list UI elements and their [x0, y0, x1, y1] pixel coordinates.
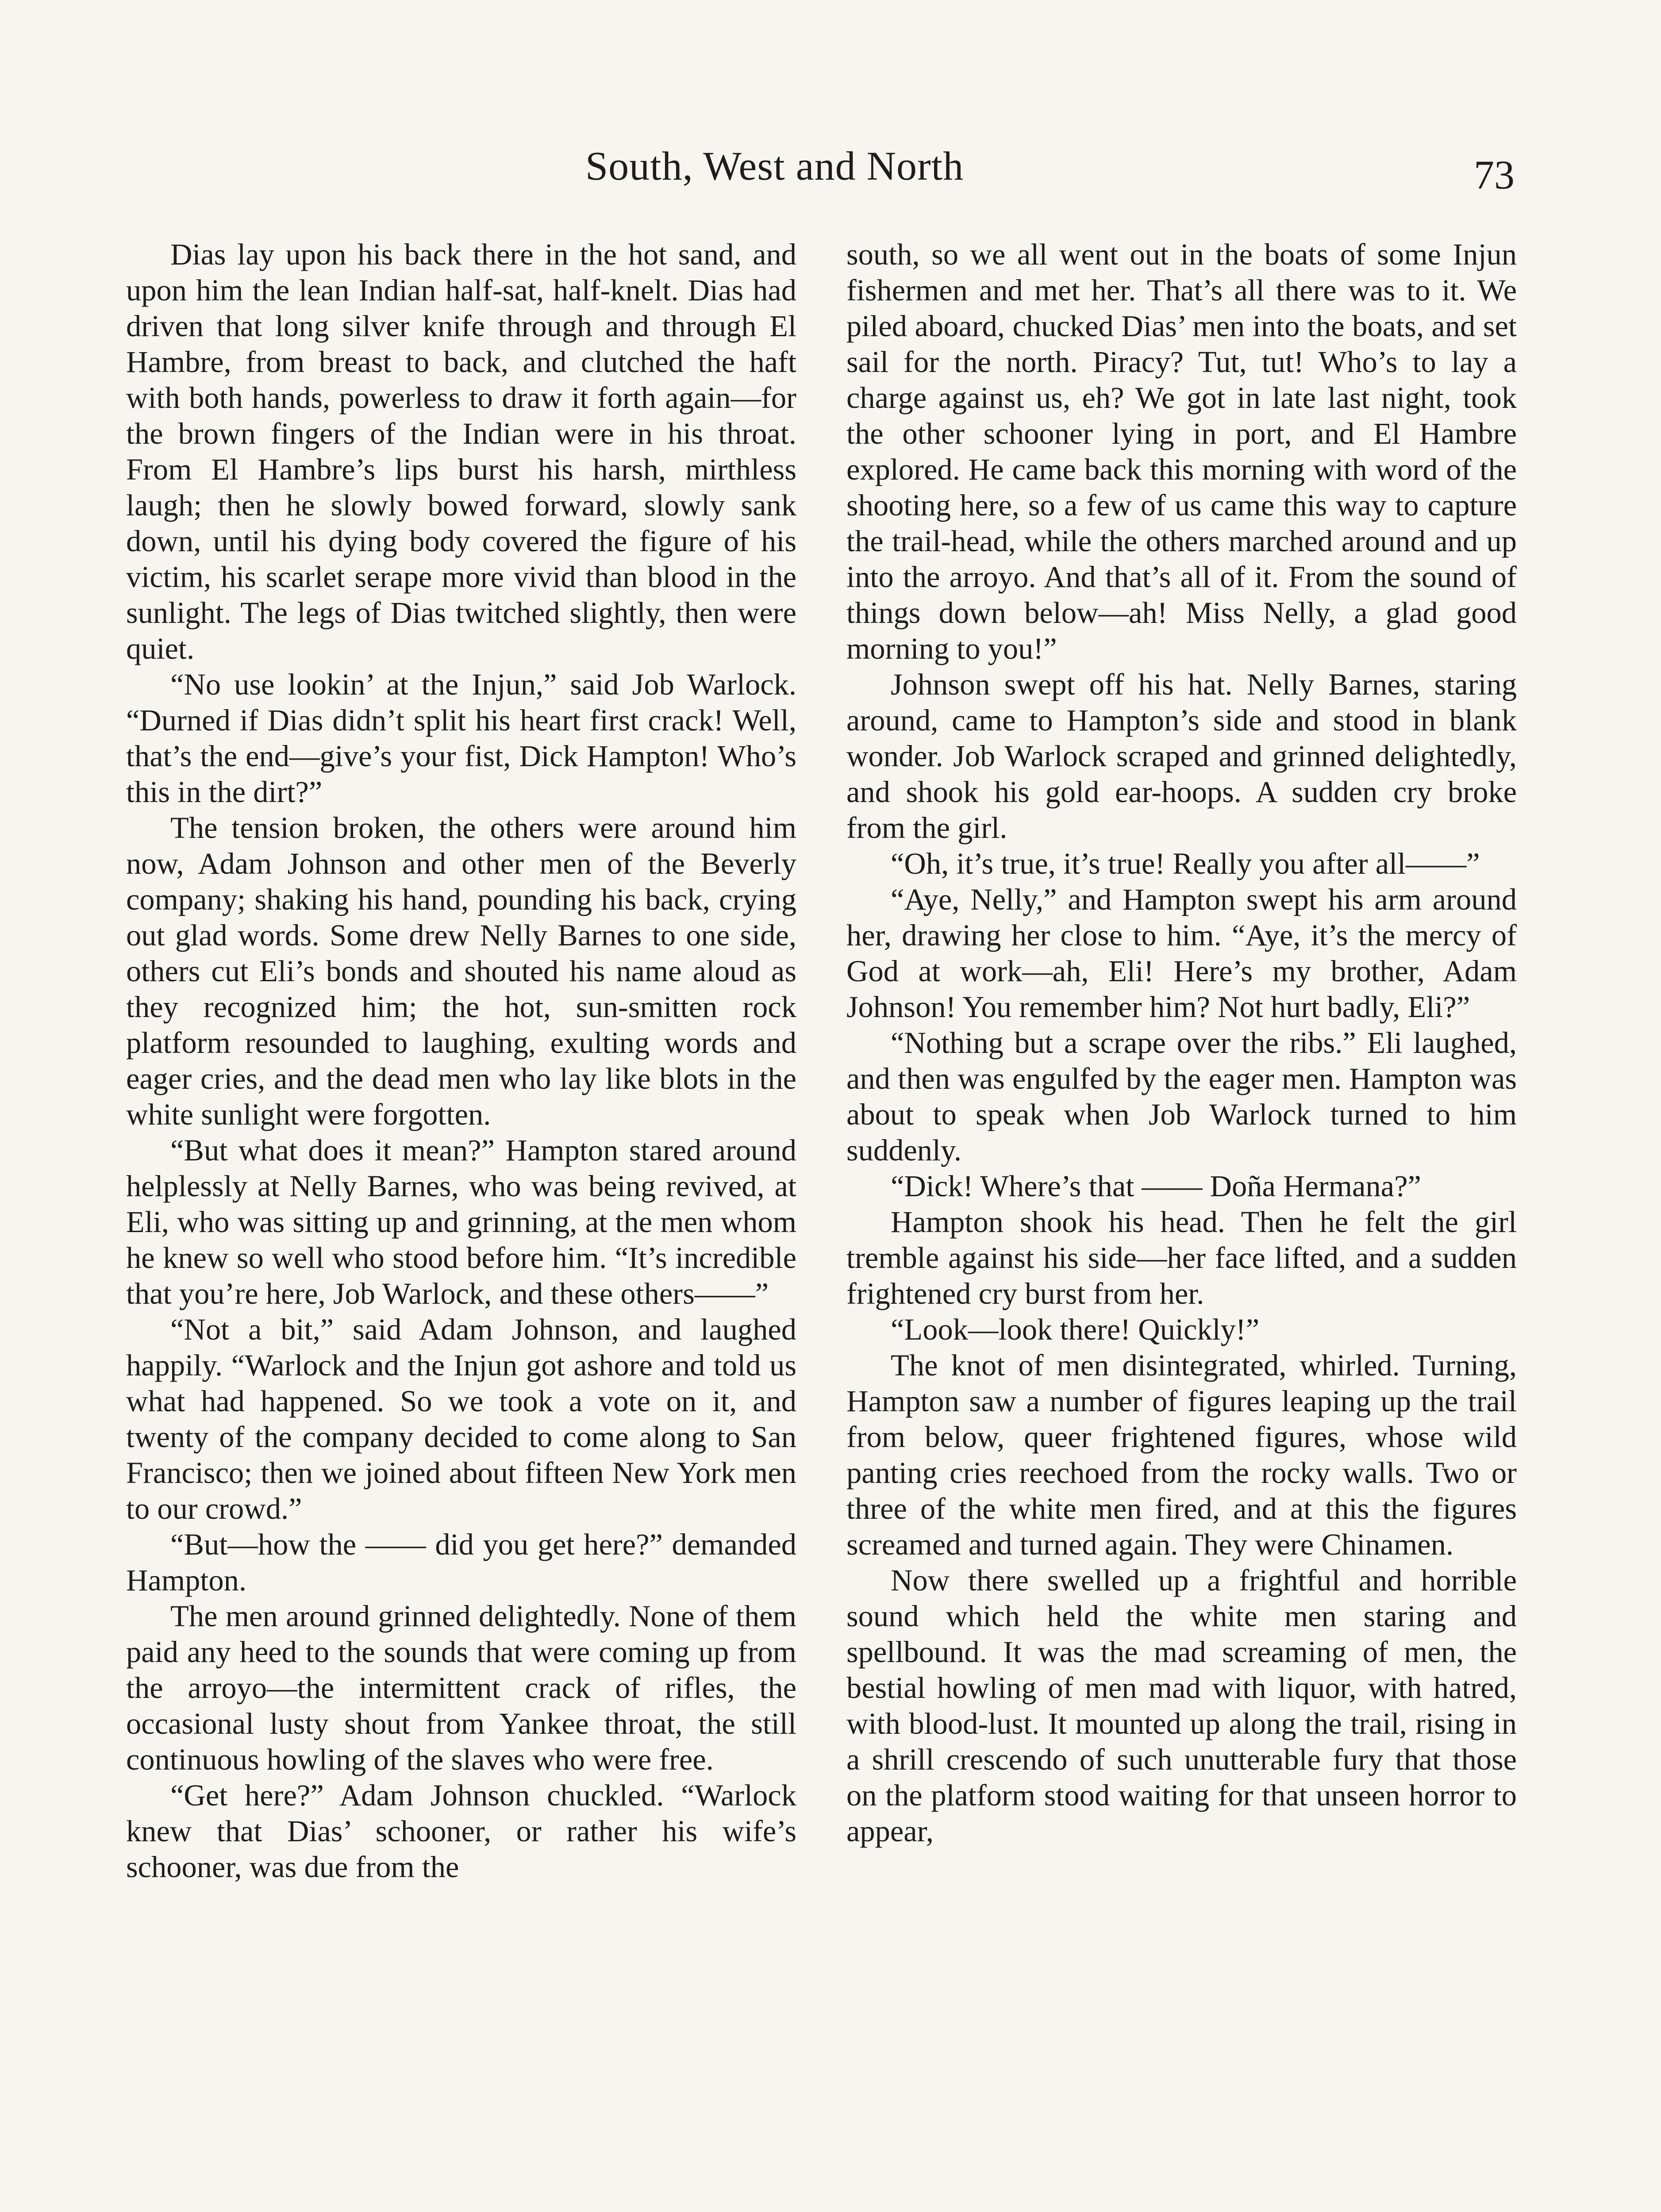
paragraph: “Nothing but a scrape over the ribs.” Eli laughed, and then was engulfed by the eager men. Hampton was about to speak when Job Warlock turned to him suddenly. — [846, 1026, 1517, 1167]
paragraph: Johnson swept off his hat. Nelly Barnes, staring around, came to Hampton’s side and stood in blank wonder. Job Warlock scraped and grinned delightedly, and shook his gold ear-hoops. A sudden cry broke from the girl. — [846, 668, 1517, 845]
paragraph: “Look—look there! Quickly!” — [891, 1313, 1260, 1346]
right-column — [846, 237, 1517, 1849]
paragraph: “Oh, it’s true, it’s true! Really you after all——” — [891, 847, 1480, 880]
left-column — [126, 237, 796, 1885]
paragraph: “No use lookin’ at the Injun,” said Job Warlock. “Durned if Dias didn’t split his heart first crack! Well, that’s the end—give’s your fist, Dick Hampton! Who’s this in the dirt?” — [126, 668, 796, 809]
running-title: South, West and North — [585, 143, 964, 188]
paragraph: Now there swelled up a frightful and horrible sound which held the white men staring and spellbound. It was the mad screaming of men, the bestial howling of men mad with liquor, with hatred, with blood-lust. It mounted up along the trail, rising in a shrill crescendo of such unutterable fury that those on the platform stood waiting for that unseen horror to appear, — [846, 1563, 1517, 1848]
paragraph: “Aye, Nelly,” and Hampton swept his arm around her, drawing her close to him. “Aye, it’s the mercy of God at work—ah, Eli! Here’s my brother, Adam Johnson! You remember him? Not hurt badly, Eli?” — [846, 883, 1517, 1024]
paragraph: “Not a bit,” said Adam Johnson, and laughed happily. “Warlock and the Injun got ashore and told us what had happened. So we took a vote on it, and twenty of the company decided to come along to San Francisco; then we joined about fifteen New York men to our crowd.” — [126, 1313, 796, 1525]
paragraph: “But what does it mean?” Hampton stared around helplessly at Nelly Barnes, who was being revived, at Eli, who was sitting up and grinning, at the men whom he knew so well who stood before him. “It’s incredible that you’re here, Job Warlock, and these others——” — [126, 1133, 796, 1310]
paragraph: The tension broken, the others were around him now, Adam Johnson and other men of the Beverly company; shaking his hand, pounding his back, crying out glad words. Some drew Nelly Barnes to one side, others cut Eli’s bonds and shouted his name aloud as they recognized him; the hot, sun-smitten rock platform resounded to laughing, exulting words and eager cries, and the dead men who lay like blots in the white sunlight were forgotten. — [126, 811, 796, 1131]
page-number: 73 — [1474, 152, 1515, 197]
paragraph: Dias lay upon his back there in the hot sand, and upon him the lean Indian half-sat, half-knelt. Dias had driven that long silver knife through and through El Hambre, from breast to back, and clutched the haft with both hands, powerless to draw it forth again—for the brown fingers of the Indian were in his throat. From El Hambre’s lips burst his harsh, mirthless laugh; then he slowly bowed forward, slowly sank down, until his dying body covered the figure of his victim, his scarlet serape more vivid than blood in the sunlight. The legs of Dias twitched slightly, then were quiet. — [126, 238, 796, 665]
paragraph: “Get here?” Adam Johnson chuckled. “Warlock knew that Dias’ schooner, or rather his wife’s schooner, was due from the — [126, 1778, 796, 1884]
paragraph: Hampton shook his head. Then he felt the girl tremble against his side—her face lifted, and a sudden frightened cry burst from her. — [846, 1205, 1517, 1310]
paragraph: The knot of men disintegrated, whirled. Turning, Hampton saw a number of figures leaping up the trail from below, queer frightened figures, whose wild panting cries reechoed from the rocky walls. Two or three of the white men fired, and at this the figures screamed and turned again. They were Chinamen. — [846, 1348, 1517, 1561]
paragraph: “But—how the —— did you get here?” demanded Hampton. — [126, 1528, 796, 1597]
paragraph: The men around grinned delightedly. None of them paid any heed to the sounds that were coming up from the arroyo—the intermittent crack of rifles, the occasional lusty shout from Yankee throat, the still continuous howling of the slaves who were free. — [126, 1599, 796, 1776]
running-header — [0, 138, 1661, 204]
paragraph: “Dick! Where’s that —— Doña Hermana?” — [891, 1169, 1421, 1203]
paragraph-continued: south, so we all went out in the boats of some Injun fishermen and met her. That’s all there was to it. We piled aboard, chucked Dias’ men into the boats, and set sail for the north. Piracy? Tut, tut! Who’s to lay a charge against us, eh? We got in late last night, took the other schooner lying in port, and El Hambre explored. He came back this morning with word of the shooting here, so a few of us came this way to capture the trail-head, while the others marched around and up into the arroyo. And that’s all of it. From the sound of things down below—ah! Miss Nelly, a glad good morning to you!” — [846, 238, 1517, 665]
